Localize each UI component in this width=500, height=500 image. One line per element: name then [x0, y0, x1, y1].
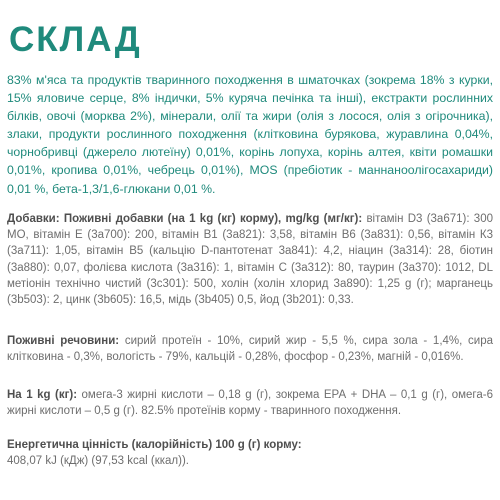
nutrients-paragraph: [7, 333, 493, 365]
per-kg-label: На 1 kg (кг):: [7, 389, 78, 401]
ingredients-paragraph: 83% м'яса та продуктів тваринного походження в шматочках (зокрема 18% з курки, 15% яловиче серце, 8% індички, 5% куряча печінка та інші), екстракти рослинних білків, овочі (морква 2%), мінерали, олії та жири (олія з лосося, олія з огірочника), злаки, продукти рослинного походження (клітковина бурякова, журавлина 0,04%, чорнобривці (джерело лютеїну) 0,01%, корінь лопуха, корінь алтея, квіти ромашки 0,01%, кропива 0,01%, чебрець 0,01%), MOS (пребіотик - маннаноолігосахариди) 0,01 %, бета-1,3/1,6-глюкани 0,01 %.: [7, 73, 493, 196]
energy-text: 408,07 kJ (кДж) (97,53 kcal (ккал)).: [7, 455, 189, 468]
energy-label: Енергетична цінність (калорійність) 100 g (г) корму:: [7, 439, 302, 451]
energy-paragraph: [7, 437, 493, 469]
nutrients-text: сирий протеїн - 10%, сирий жир - 5,5 %, сира зола - 1,4%, сира клітковина - 0,3%, вологість - 79%, кальцій - 0,28%, фосфор - 0,23%, магній - 0,016%.: [7, 335, 494, 364]
nutrients-label: Поживні речовини:: [7, 335, 120, 347]
additives-paragraph: [7, 211, 493, 308]
additives-label: Добавки: Поживні добавки (на 1 kg (кг) корму), mg/kg (мг/кг):: [7, 213, 363, 225]
page-title: СКЛАД: [9, 20, 142, 59]
per-kg-text: омега-3 жирні кислоти – 0,18 g (г), зокрема ЕРА + DHA – 0,1 g (г), омега-6 жирні кислоти – 0,5 g (г). 82.5% протеїнів корму - тваринного походження.: [7, 389, 493, 418]
additives-text: вітамін D3 (3a671): 300 МО, вітамін E (3a700): 200, вітамін B1 (3a821): 3,58, вітамін B6 (3a831): 0,56, вітамін К3 (3a711): 1,05, вітамін В5 (кальцію D-пантотенат 3a841): 4,2, ніацин (3a314): 28, біотин (3a880): 0,07, фолієва кислота (3a316): 1, вітамін С (3a312): 80, таурин (3a370): 1012, DL метіонін технічно чистий (3c301): 500, холін (холін хлорид 3a890): 1,25 g (г); марганець (3b503): 2, цинк (3b605): 16,5, мідь (3b405) 0,5, йод (3b201): 0,33.: [7, 213, 493, 307]
per-kg-paragraph: [7, 387, 493, 419]
